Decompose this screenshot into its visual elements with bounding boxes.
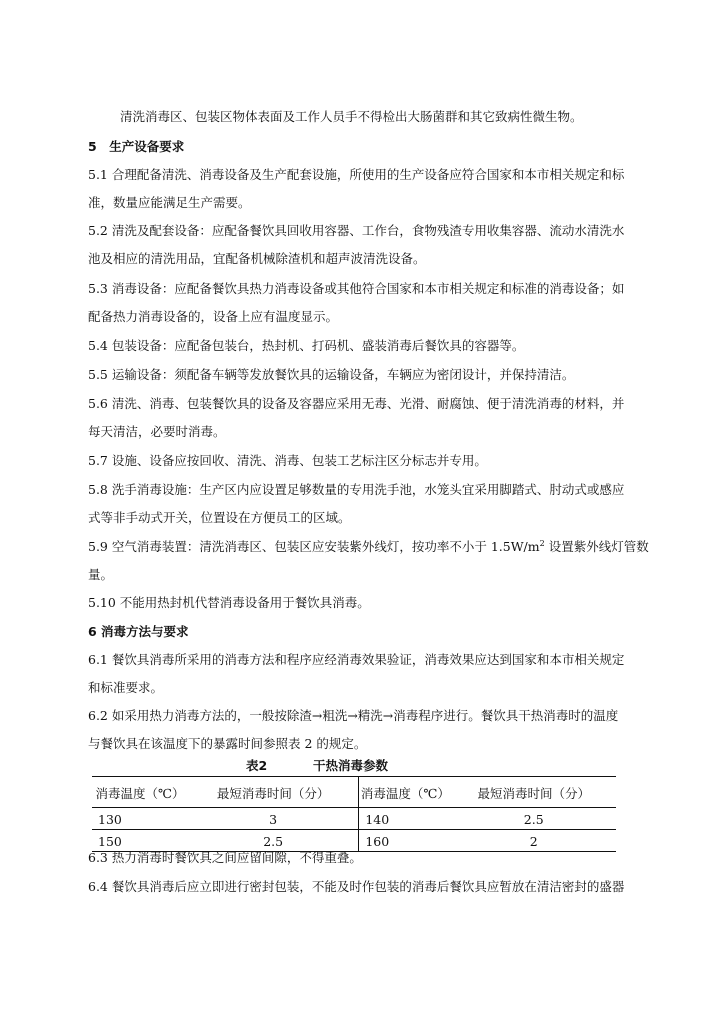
paragraph-6-1-line1: 6.1 餐饮具消毒所采用的消毒方法和程序应经消毒效果验证，消毒效果应达到国家和本市相关规定: [88, 652, 625, 667]
table-caption: [0, 757, 724, 775]
paragraph-6-2-line1: 6.2 如采用热力消毒方法的，一般按除渣→粗洗→精洗→消毒程序进行。餐饮具干热消毒时的温度: [88, 708, 619, 723]
cell-time: 2: [451, 830, 616, 852]
superscript-2: 2: [539, 538, 545, 548]
paragraph-5-9-line1: [88, 538, 648, 556]
paragraph-5-10: 5.10 不能用热封机代替消毒设备用于餐饮具消毒。: [88, 595, 370, 610]
header-temp-2: 消毒温度（℃）: [359, 777, 452, 808]
header-temp-1: 消毒温度（℃）: [92, 777, 188, 808]
paragraph-5-7: 5.7 设施、设备应按回收、清洗、消毒、包装工艺标注区分标志并专用。: [88, 453, 487, 468]
paragraph-5-2-line2: 池及相应的清洗用品，宜配备机械除渣机和超声波清洗设备。: [88, 251, 426, 266]
header-time-1: 最短消毒时间（分）: [188, 777, 359, 808]
paragraph-6-4-line1: 6.4 餐饮具消毒后应立即进行密封包装，不能及时作包装的消毒后餐饮具应暂放在清洁密封的盛器: [88, 879, 625, 894]
dry-heat-parameters-table: [92, 776, 616, 852]
table-header-row: [92, 777, 616, 808]
section-6-heading: 6 消毒方法与要求: [88, 624, 189, 639]
table-caption-number: 表2: [246, 758, 268, 773]
paragraph-6-1-line2: 和标准要求。: [88, 680, 164, 695]
paragraph-5-5: 5.5 运输设备：须配备车辆等发放餐饮具的运输设备，车辆应为密闭设计，并保持清洁。: [88, 367, 575, 382]
paragraph-5-1-line1: 5.1 合理配备清洗、消毒设备及生产配套设施，所使用的生产设备应符合国家和本市相关规定和标: [88, 167, 625, 182]
paragraph-6-2-line2: 与餐饮具在该温度下的暴露时间参照表 2 的规定。: [88, 736, 367, 751]
cell-time: 2.5: [451, 808, 616, 830]
paragraph-5-3-line2: 配备热力消毒设备的，设备上应有温度显示。: [88, 309, 339, 324]
cell-time: 3: [188, 808, 359, 830]
paragraph-5-6-line2: 每天清洁，必要时消毒。: [88, 424, 226, 439]
paragraph-5-8-line2: 式等非手动式开关，位置设在方便员工的区域。: [88, 510, 351, 525]
cell-temp: 160: [359, 830, 452, 852]
table-caption-title: 干热消毒参数: [313, 758, 389, 773]
cell-temp: 150: [92, 830, 188, 852]
paragraph-6-3: 6.3 热力消毒时餐饮具之间应留间隙，不得重叠。: [88, 850, 362, 865]
paragraph-5-9-text-end: 设置紫外线灯管数: [544, 539, 649, 554]
paragraph-5-8-line1: 5.8 洗手消毒设施：生产区内应设置足够数量的专用洗手池，水笼头宜采用脚踏式、肘动式或感应: [88, 482, 625, 497]
paragraph-5-4: 5.4 包装设备：应配备包装台，热封机、打码机、盛装消毒后餐饮具的容器等。: [88, 338, 525, 353]
paragraph-5-2-line1: 5.2 清洗及配套设备：应配备餐饮具回收用容器、工作台，食物残渣专用收集容器、流动水清洗水: [88, 223, 625, 238]
cell-temp: 140: [359, 808, 452, 830]
paragraph-5-6-line1: 5.6 清洗、消毒、包装餐饮具的设备及容器应采用无毒、光滑、耐腐蚀、便于清洗消毒的材料，并: [88, 396, 625, 411]
header-time-2: 最短消毒时间（分）: [451, 777, 616, 808]
table-row: [92, 808, 616, 830]
cell-time: 2.5: [188, 830, 359, 852]
paragraph-5-3-line1: 5.3 消毒设备：应配备餐饮具热力消毒设备或其他符合国家和本市相关规定和标准的消毒设备；如: [88, 281, 625, 296]
paragraph-5-9-text: 5.9 空气消毒装置：清洗消毒区、包装区应安装紫外线灯，按功率不小于 1.5W/m: [88, 539, 540, 554]
paragraph-5-9-line2: 量。: [88, 567, 114, 582]
paragraph-hygiene: 清洗消毒区、包装区物体表面及工作人员手不得检出大肠菌群和其它致病性微生物。: [120, 109, 583, 124]
cell-temp: 130: [92, 808, 188, 830]
paragraph-5-1-line2: 准，数量应能满足生产需要。: [88, 195, 251, 210]
section-5-heading: 5 生产设备要求: [88, 139, 185, 154]
